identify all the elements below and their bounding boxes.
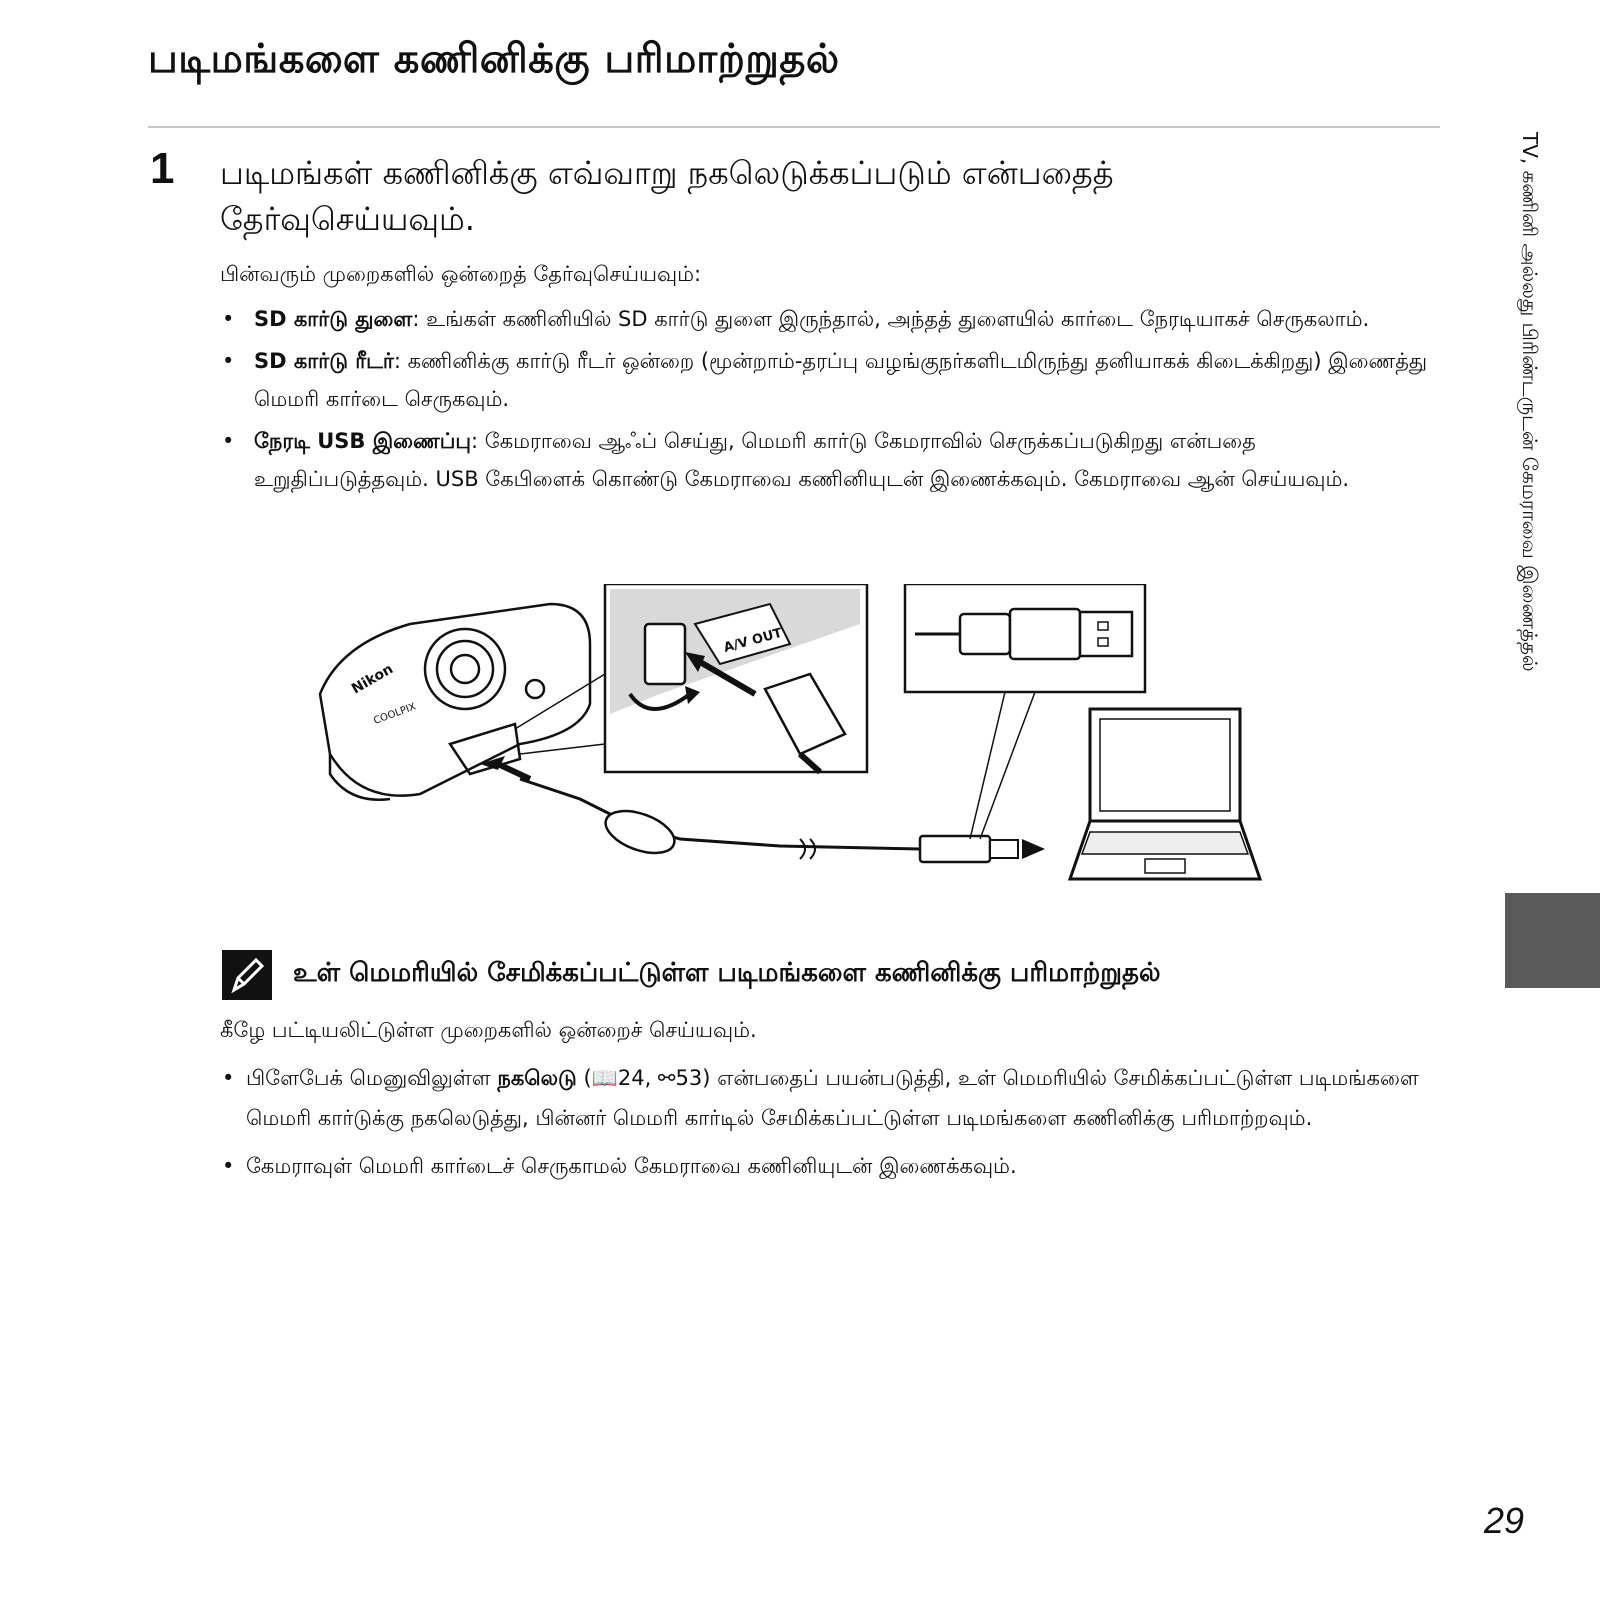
title-divider: [148, 126, 1440, 128]
note-item-no-card: [220, 1146, 1440, 1186]
bullet: •: [222, 307, 235, 331]
note-intro: கீழே பட்டியலிட்டுள்ள முறைகளில் ஒன்றைச் செய்யவும்.: [220, 1018, 757, 1042]
step-intro: பின்வரும் முறைகளில் ஒன்றைத் தேர்வுசெய்யவும்:: [220, 262, 702, 286]
side-tab-section-label: TV, கணினி அல்லது பிரிண்டருடன் கேமராவை இணைத்தல்: [1518, 132, 1542, 672]
note-title: உள் மெமரியில் சேமிக்கப்பட்டுள்ள படிமங்களை கணினிக்கு பரிமாற்றுதல்: [293, 958, 1161, 988]
book-ref-icon: 📖: [591, 1066, 618, 1090]
option-item-sd-slot: [220, 300, 1430, 338]
option-text: : உங்கள் கணினியில் SD கார்டு துளை இருந்தால், அந்தத் துளையில் கார்டை நேரடியாகச் செருகலாம்.: [412, 307, 1370, 331]
option-term: நேரடி USB இணைப்பு: [254, 429, 472, 453]
note-item-copy: [220, 1058, 1440, 1138]
bullet: •: [222, 429, 235, 453]
option-text: : கேமராவை ஆஃப் செய்து, மெமரி கார்டு கேமராவில் செருக்கப்படுகிறது என்பதை உறுதிப்படுத்தவும். USB கேபிளைக் கொண்டு கேமராவை கணினியுடன் இணைக்கவும். கேமராவை ஆன் செய்யவும்.: [254, 429, 1350, 491]
option-list: [220, 300, 1430, 502]
note-pencil-icon: [222, 950, 272, 1000]
port-label: A/V OUT: [722, 625, 784, 656]
usb-connection-illustration: [300, 584, 1300, 904]
page-ref-2[interactable]: 53: [675, 1066, 703, 1090]
page-ref-1[interactable]: 24,: [617, 1066, 658, 1090]
step-number: 1: [150, 144, 175, 193]
option-text: : கணினிக்கு கார்டு ரீடர் ஒன்றை (மூன்றாம்-தரப்பு வழங்குநர்களிடமிருந்து தனியாகக் கிடைக்கிறது) இணைத்து மெமரி கார்டை செருகவும்.: [254, 349, 1428, 411]
reference-section-icon: ⚯: [657, 1066, 676, 1090]
page-number: 29: [1484, 1500, 1525, 1541]
bullet: •: [222, 349, 235, 373]
camera-model-label: COOLPIX: [372, 701, 418, 727]
page-title: படிமங்களை கணினிக்கு பரிமாற்றுதல்: [148, 36, 840, 82]
option-term: SD கார்டு துளை: [254, 307, 413, 331]
menu-term-copy: நகலெடு: [497, 1066, 577, 1090]
port-closeup-box: [605, 584, 867, 772]
option-item-direct-usb: [220, 422, 1430, 498]
note-text: (: [576, 1066, 592, 1090]
note-text: ) என்பதைப் பயன்படுத்தி, உள் மெமரியில் சேமிக்கப்பட்டுள்ள படிமங்களை மெமரி கார்டுக்கு நகலெடுத்து, பின்னர் மெமரி கார்டில் சேமிக்கப்பட்டுள்ள படிமங்களை கணினிக்கு பரிமாற்றவும்.: [246, 1066, 1419, 1130]
camera-illustration: [320, 604, 590, 800]
camera-brand-label: Nikon: [349, 661, 397, 698]
laptop-illustration: [1070, 709, 1260, 879]
bullet: •: [222, 1154, 235, 1178]
step-heading: படிமங்கள் கணினிக்கு எவ்வாறு நகலெடுக்கப்படும் என்பதைத் தேர்வுசெய்யவும்.: [220, 154, 1114, 238]
usb-plug-closeup-box: [905, 584, 1145, 692]
option-item-card-reader: [220, 342, 1430, 418]
note-text: பிளேபேக் மெனுவிலுள்ள: [246, 1066, 498, 1090]
note-list: [220, 1058, 1440, 1194]
bullet: •: [222, 1066, 235, 1090]
note-text: கேமராவுள் மெமரி கார்டைச் செருகாமல் கேமராவை கணினியுடன் இணைக்கவும்.: [246, 1154, 1017, 1178]
option-term: SD கார்டு ரீடர்: [254, 349, 394, 373]
side-tab-marker: [1505, 893, 1600, 988]
